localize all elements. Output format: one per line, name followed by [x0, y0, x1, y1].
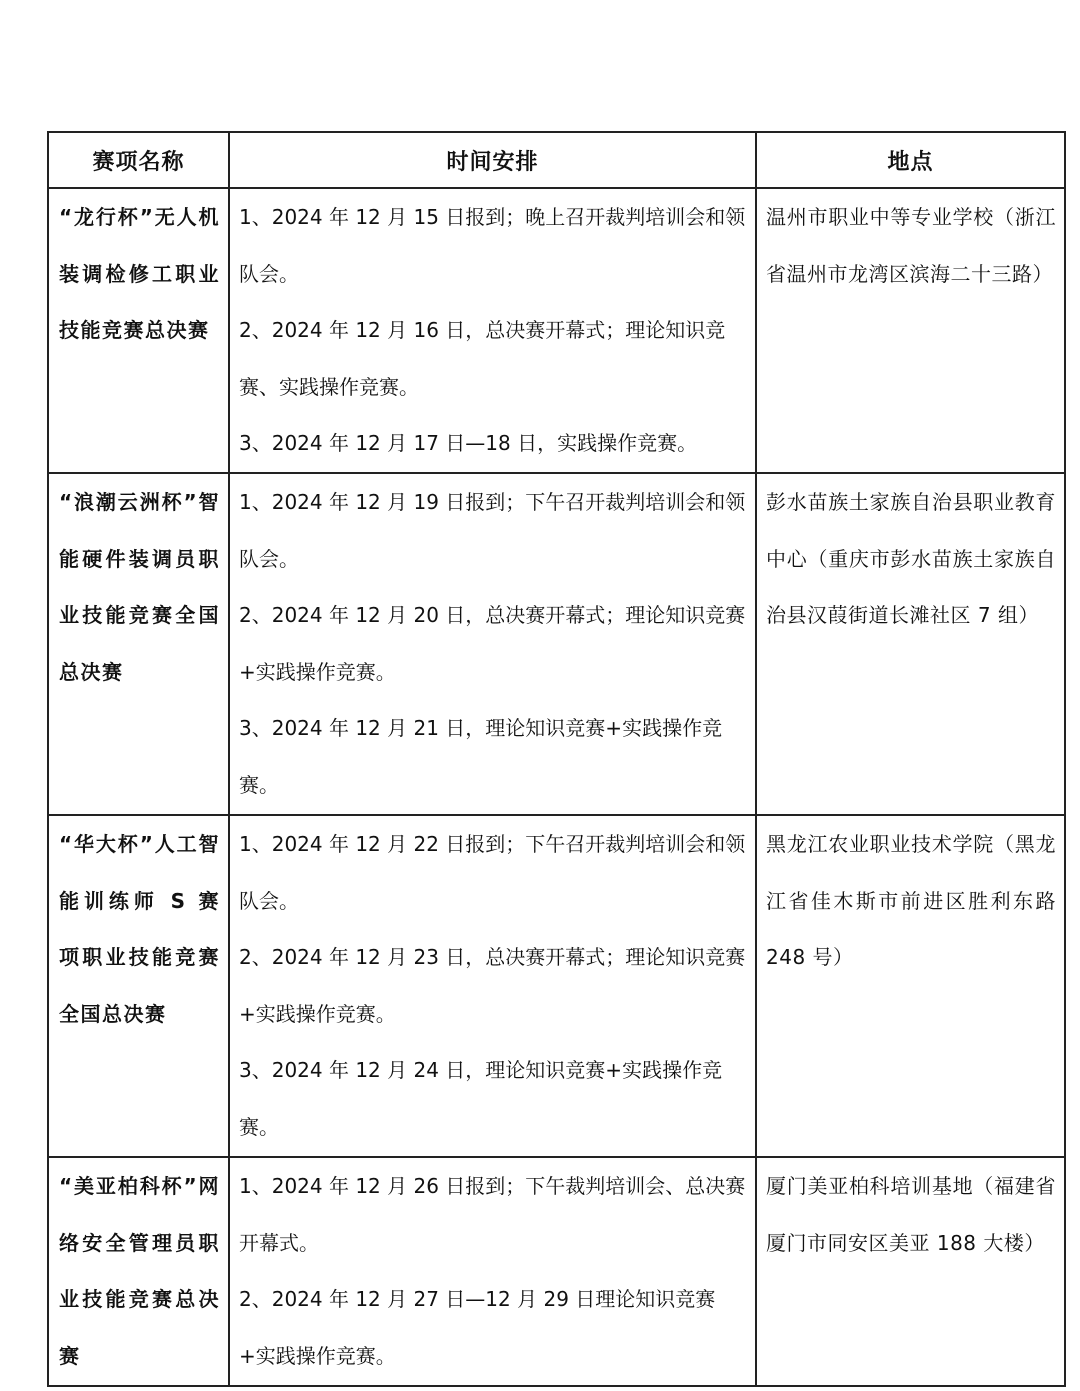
header-event-name: 赛项名称: [48, 132, 229, 188]
header-schedule: 时间安排: [229, 132, 756, 188]
schedule-cell: [229, 188, 756, 473]
schedule-cell: [229, 815, 756, 1157]
schedule-item: 3、2024 年 12 月 17 日—18 日，实践操作竞赛。: [239, 431, 698, 456]
location-cell: 彭水苗族土家族自治县职业教育中心（重庆市彭水苗族土家族自治县汉葭街道长滩社区 7 组）: [756, 473, 1065, 815]
schedule-item: 2、2024 年 12 月 16 日，总决赛开幕式；理论知识竞赛、实践操作竞赛。: [239, 318, 726, 399]
event-name-cell: “浪潮云洲杯”智能硬件装调员职业技能竞赛全国总决赛: [48, 473, 229, 815]
schedule-item: 1、2024 年 12 月 19 日报到；下午召开裁判培训会和领队会。: [239, 490, 746, 571]
schedule-item: 3、2024 年 12 月 24 日，理论知识竞赛+实践操作竞赛。: [239, 1058, 723, 1139]
schedule-item: 2、2024 年 12 月 27 日—12 月 29 日理论知识竞赛+实践操作竞赛。: [239, 1287, 716, 1368]
location-cell: 厦门美亚柏科培训基地（福建省厦门市同安区美亚 188 大楼）: [756, 1157, 1065, 1386]
header-location: 地点: [756, 132, 1065, 188]
location-cell: 黑龙江农业职业技术学院（黑龙江省佳木斯市前进区胜利东路 248 号）: [756, 815, 1065, 1157]
table-row: [48, 1157, 1065, 1386]
schedule-item: 1、2024 年 12 月 26 日报到；下午裁判培训会、总决赛开幕式。: [239, 1174, 746, 1255]
event-name-cell: “龙行杯”无人机装调检修工职业技能竞赛总决赛: [48, 188, 229, 473]
schedule-item: 3、2024 年 12 月 21 日，理论知识竞赛+实践操作竞赛。: [239, 716, 723, 797]
schedule-cell: [229, 1157, 756, 1386]
competition-schedule-table: [47, 131, 1066, 1387]
table-header-row: [48, 132, 1065, 188]
schedule-table-container: [47, 131, 1064, 1387]
schedule-item: 1、2024 年 12 月 22 日报到；下午召开裁判培训会和领队会。: [239, 832, 746, 913]
event-name-cell: “美亚柏科杯”网络安全管理员职业技能竞赛总决赛: [48, 1157, 229, 1386]
schedule-cell: [229, 473, 756, 815]
table-row: [48, 473, 1065, 815]
location-cell: 温州市职业中等专业学校（浙江省温州市龙湾区滨海二十三路）: [756, 188, 1065, 473]
event-name-cell: “华大杯”人工智能训练师 S 赛项职业技能竞赛全国总决赛: [48, 815, 229, 1157]
table-row: [48, 815, 1065, 1157]
schedule-item: 2、2024 年 12 月 23 日，总决赛开幕式；理论知识竞赛+实践操作竞赛。: [239, 945, 746, 1026]
table-row: [48, 188, 1065, 473]
schedule-item: 2、2024 年 12 月 20 日，总决赛开幕式；理论知识竞赛+实践操作竞赛。: [239, 603, 746, 684]
schedule-item: 1、2024 年 12 月 15 日报到；晚上召开裁判培训会和领队会。: [239, 205, 746, 286]
